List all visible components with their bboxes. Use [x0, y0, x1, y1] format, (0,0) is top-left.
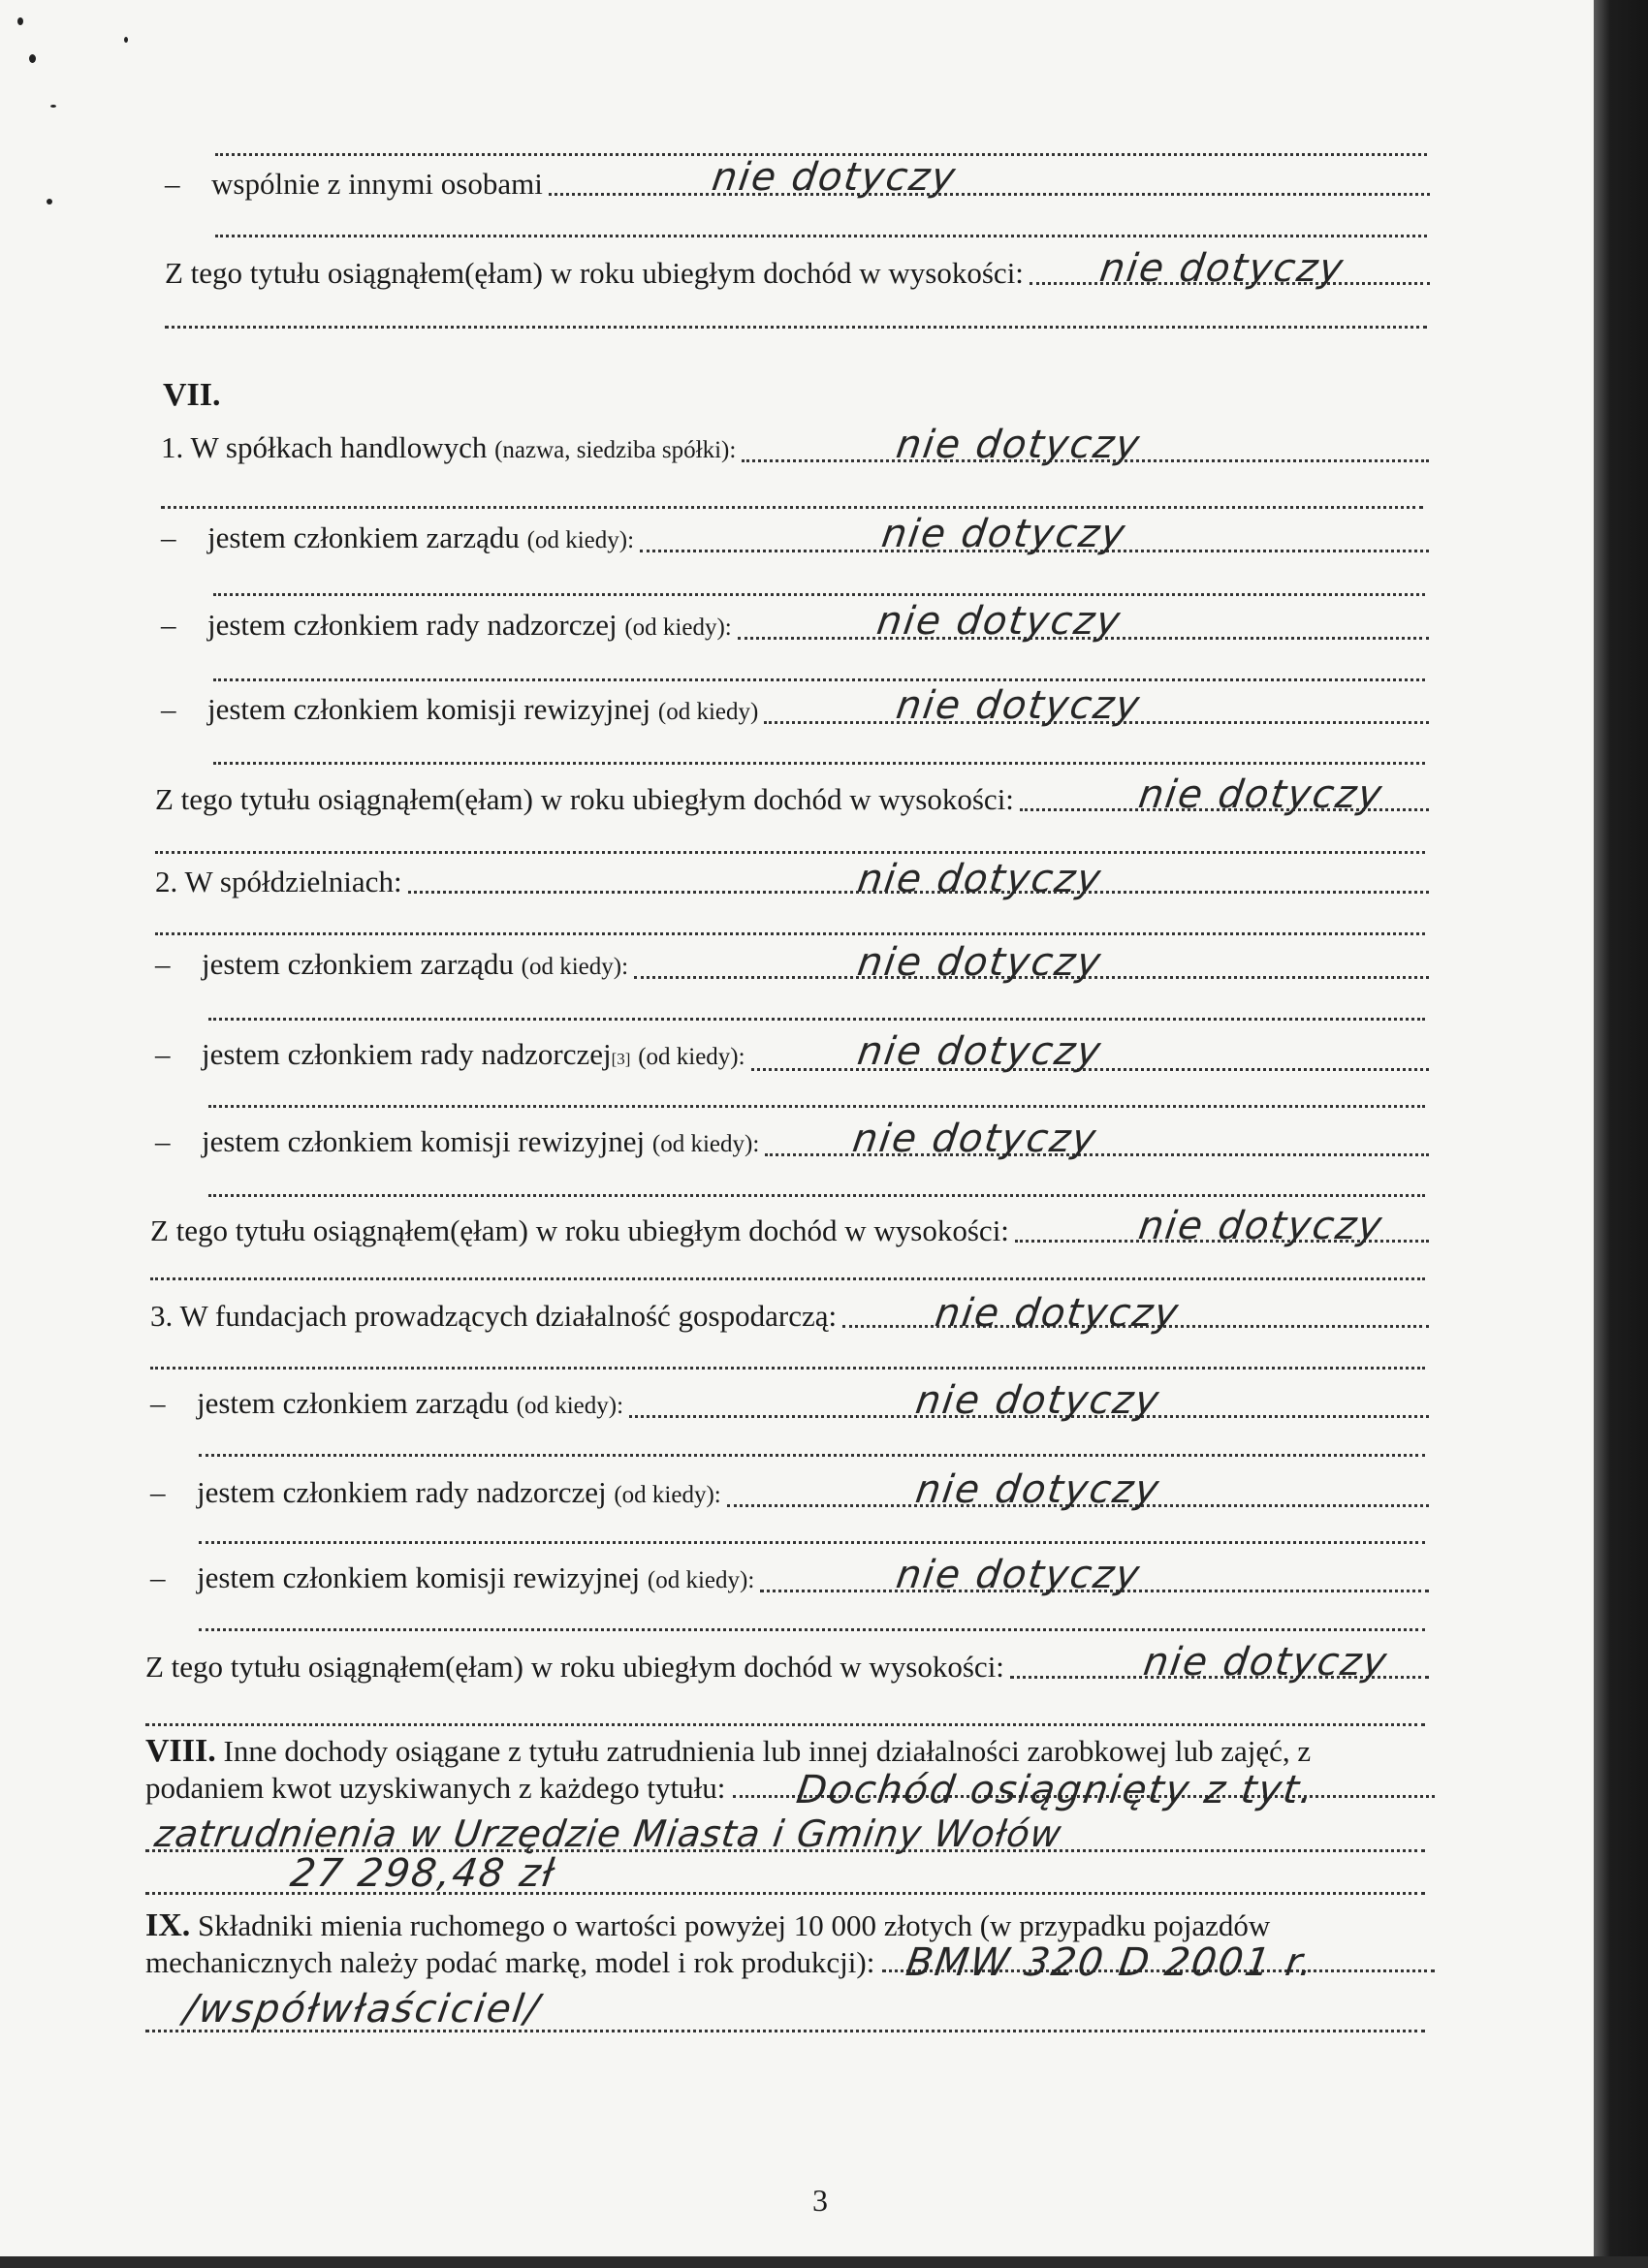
dash: –: [155, 1124, 171, 1158]
section-9-text-line2: mechanicznych należy podać markę, model i rok produkcji):: [145, 1945, 875, 1979]
handwritten-answer: nie dotyczy: [849, 1117, 1100, 1161]
dotted-line: [161, 506, 1423, 509]
audit-note: (od kiedy): [657, 699, 759, 725]
handwritten-answer: nie dotyczy: [893, 683, 1144, 728]
handwritten-answer: nie dotyczy: [1135, 1204, 1386, 1248]
dotted-line: [145, 1723, 1425, 1726]
handwritten-answer: nie dotyczy: [1096, 246, 1347, 291]
foundations-supervisory-line: [150, 1473, 1429, 1515]
supervisory-note: (od kiedy):: [624, 614, 732, 641]
board-label: jestem członkiem zarządu: [197, 1386, 509, 1420]
dotted-line: [145, 2030, 1425, 2032]
dotted-line: [213, 593, 1425, 596]
handwritten-answer: nie dotyczy: [709, 155, 960, 200]
dash: –: [155, 947, 171, 981]
board-note: (od kiedy):: [526, 527, 635, 553]
dash: –: [150, 1475, 166, 1509]
section-7-heading: VII.: [163, 377, 221, 413]
cooperatives-board-line: [155, 945, 1429, 987]
board-note: (od kiedy):: [516, 1393, 624, 1419]
handwritten-answer-line2: zatrudnienia w Urzędzie Miasta i Gminy Wołów: [151, 1812, 1065, 1855]
dash: –: [161, 692, 176, 726]
scan-speck: [124, 37, 128, 43]
audit-label: jestem członkiem komisji rewizyjnej: [207, 692, 651, 726]
supervisory-label: jestem członkiem rady nadzorczej: [207, 608, 618, 642]
handwritten-answer: nie dotyczy: [912, 1378, 1163, 1423]
cooperatives-line: [155, 863, 1429, 901]
section-9-heading: IX.: [145, 1907, 191, 1943]
dash: –: [155, 1037, 171, 1071]
income-label: Z tego tytułu osiągnąłem(ęłam) w roku ubiegłym dochód w wysokości:: [155, 782, 1014, 816]
dash: –: [150, 1386, 166, 1420]
dash: –: [161, 520, 176, 554]
section-8-text-line1: Inne dochody osiągane z tytułu zatrudnienia lub innej działalności zarobkowej lub zajęć, z: [223, 1734, 1312, 1768]
supervisory-label: jestem członkiem rady nadzorczej: [197, 1475, 607, 1509]
supervisory-label: jestem członkiem rady nadzorczej: [202, 1037, 612, 1071]
scan-border-bottom: [0, 2256, 1648, 2268]
dotted-line: [208, 1194, 1425, 1197]
section-8-text-line2: podaniem kwot uzyskiwanych z każdego tytułu:: [145, 1771, 726, 1805]
dash: –: [165, 167, 180, 201]
audit-label: jestem członkiem komisji rewizyjnej: [202, 1124, 646, 1158]
handwritten-answer-line1: Dochód osiągnięty z tyt.: [793, 1768, 1318, 1812]
scan-speck: [47, 199, 52, 205]
income-label: Z tego tytułu osiągnąłem(ęłam) w roku ubiegłym dochód w wysokości:: [150, 1213, 1009, 1247]
dotted-line: [155, 851, 1425, 854]
cooperatives-label: 2. W spółdzielniach:: [155, 865, 402, 898]
companies-supervisory-line: [161, 606, 1429, 647]
dotted-line: [155, 932, 1425, 935]
handwritten-answer: nie dotyczy: [893, 423, 1144, 467]
dotted-line: [150, 1277, 1425, 1280]
income-label: Z tego tytułu osiągnąłem(ęłam) w roku ubiegłym dochód w wysokości:: [145, 1650, 1004, 1684]
audit-label: jestem członkiem komisji rewizyjnej: [197, 1560, 641, 1594]
handwritten-answer: nie dotyczy: [932, 1291, 1183, 1336]
foundations-audit-line: [150, 1559, 1429, 1600]
companies-label: 1. W spółkach handlowych: [161, 430, 488, 464]
dash: –: [150, 1560, 166, 1594]
handwritten-answer: nie dotyczy: [1135, 772, 1386, 817]
foundations-line: [150, 1297, 1429, 1336]
fill-dots: [549, 192, 1430, 196]
scan-speck: [29, 54, 36, 63]
companies-audit-line: [161, 690, 1429, 732]
companies-board-line: [161, 519, 1429, 560]
cooperatives-audit-line: [155, 1122, 1429, 1164]
dotted-line: [208, 1018, 1425, 1021]
handwritten-answer: nie dotyczy: [854, 1029, 1105, 1074]
dotted-line: [199, 1628, 1425, 1631]
dotted-line: [150, 1367, 1425, 1370]
cooperatives-supervisory-line: [155, 1035, 1429, 1079]
dotted-line: [199, 1454, 1425, 1457]
handwritten-answer: nie dotyczy: [878, 512, 1129, 556]
supervisory-note: (od kiedy):: [638, 1044, 745, 1070]
handwritten-answer-line3: 27 298,48 zł: [287, 1851, 559, 1896]
page-number: 3: [812, 2183, 828, 2218]
scan-speck: [50, 105, 56, 108]
companies-note: (nazwa, siedziba spółki):: [494, 437, 737, 463]
dotted-line: [165, 326, 1427, 329]
scan-speck: [17, 17, 23, 25]
supervisory-note: (od kiedy):: [614, 1482, 721, 1508]
income-label: Z tego tytułu osiągnąłem(ęłam) w roku ubiegłym dochód w wysokości:: [165, 256, 1024, 290]
handwritten-answer: nie dotyczy: [1140, 1640, 1391, 1685]
handwritten-answer-line2: /współwłaściciel/: [180, 1987, 544, 2032]
dash: –: [161, 608, 176, 642]
audit-note: (od kiedy):: [651, 1131, 760, 1157]
board-label: jestem członkiem zarządu: [202, 947, 514, 981]
handwritten-answer: nie dotyczy: [912, 1467, 1163, 1512]
dotted-line: [199, 1541, 1425, 1544]
handwritten-answer: nie dotyczy: [854, 940, 1105, 985]
section-8-heading: VIII.: [145, 1733, 216, 1769]
handwritten-answer: nie dotyczy: [893, 1553, 1144, 1597]
companies-line: [161, 428, 1429, 470]
footnote-ref: [3]: [611, 1050, 631, 1068]
handwritten-answer-line1: BMW 320 D 2001 r.: [903, 1940, 1318, 1985]
section-9-text-line1: Składniki mienia ruchomego o wartości powyżej 10 000 złotych (w przypadku pojazdów: [198, 1908, 1271, 1942]
audit-note: (od kiedy):: [647, 1567, 755, 1593]
handwritten-answer: nie dotyczy: [873, 599, 1125, 644]
dotted-line: [208, 1105, 1425, 1108]
board-label: jestem członkiem zarządu: [207, 520, 520, 554]
dotted-line: [213, 762, 1425, 765]
foundations-board-line: [150, 1384, 1429, 1426]
scan-border-right: [1594, 0, 1648, 2268]
dotted-line: [213, 678, 1425, 681]
with-others-label: wspólnie z innymi osobami: [211, 167, 543, 201]
dotted-line: [215, 235, 1427, 237]
board-note: (od kiedy):: [521, 954, 629, 980]
handwritten-answer: nie dotyczy: [854, 857, 1105, 901]
foundations-label: 3. W fundacjach prowadzących działalność gospodarczą:: [150, 1299, 838, 1333]
dotted-line: [145, 1892, 1425, 1895]
